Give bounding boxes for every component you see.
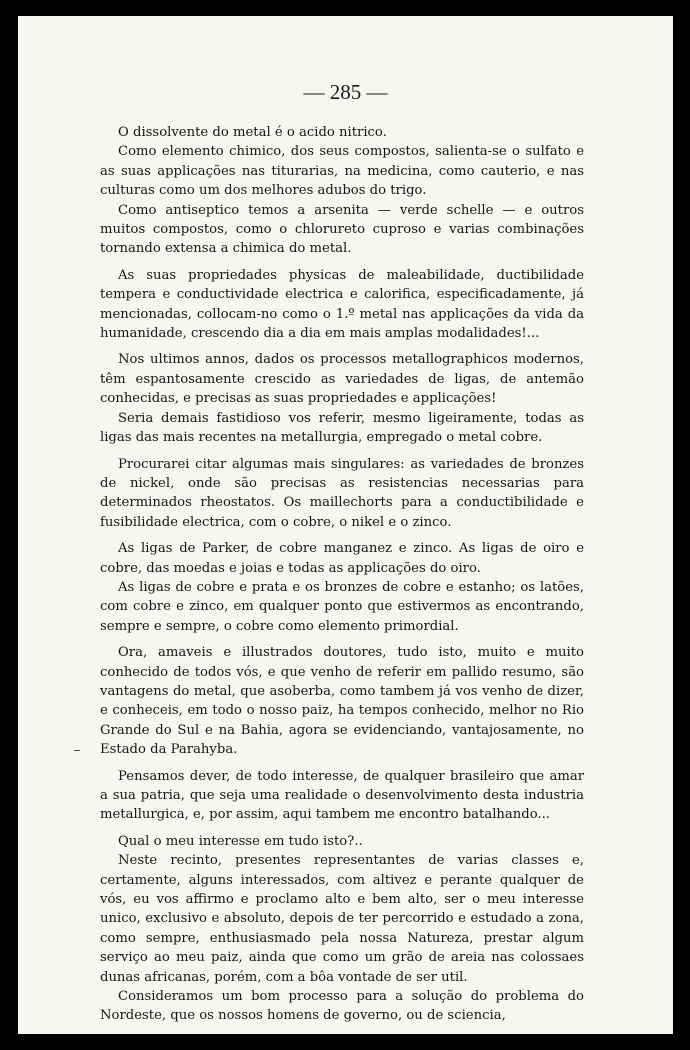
paragraph: Como antiseptico temos a arsenita — verde schelle — e outros muitos compostos, como o chlorureto cuproso e varias combinações tornando extensa a chimica do metal. [100,202,584,257]
paragraph: Seria demais fastidioso vos referir, mesmo ligeiramente, todas as ligas das mais recentes na metallurgia, empregado o metal cobre. [100,410,584,446]
paragraph: Nos ultimos annos, dados os processos metallographicos modernos, têm espantosamente crescido as variedades de ligas, de antemão conhecidas, e precisas as suas propriedades e applicações! [100,352,584,407]
paragraph: As ligas de cobre e prata e os bronzes de cobre e estanho; os latões, com cobre e zinco, em qualquer ponto que estivermos as encontrando, sempre e sempre, o cobre como elemento primordial. [100,579,584,634]
paragraph: As ligas de Parker, de cobre manganez e zinco. As ligas de oiro e cobre, das moedas e joias e todas as applicações do oiro. [100,541,584,576]
paragraph: As suas propriedades physicas de maleabilidade, ductibilidade tempera e conductividade electrica e calorifica, especificadamente, já mencionadas, collocam-no como o 1.º metal nas applicações da vida da humanidade, crescendo dia a dia em mais amplas modalidades!... [100,267,584,342]
margin-mark [74,750,80,751]
paragraph: Ora, amaveis e illustrados doutores, tudo isto, muito e muito conhecido de todos vós, e que venho de referir em pallido resumo, são vantagens do metal, que asoberba, como tambem já vos venho de dizer, e conheceis, em todo o nosso paiz, ha tempos conhecido, melhor no Rio Grande do Sul e na Bahia, agora se evidenciando, vantajosamente, no Estado da Parahyba. [100,645,584,758]
paragraph: Como elemento chimico, dos seus compostos, salienta-se o sulfato e as suas applicações nas titurarias, na medicina, como cauterio, e nas culturas como um dos melhores adubos do trigo. [100,144,584,199]
paragraph: Neste recinto, presentes representantes de varias classes e, certamente, alguns interessados, com altivez e perante qualquer de vós, eu vos affirmo e proclamo alto e bem alto, ser o meu interesse unico, exclusivo e absoluto, depois de ter percorrido e estudado a zona, como sempre, enthusiasmado pela nossa Natureza, prestar algum serviço ao meu paiz, ainda que como um grão de areia nas colossaes dunas africanas, porém, com a bôa vontade de ser util. [100,853,584,985]
paragraph: Pensamos dever, de todo interesse, de qualquer brasileiro que amar a sua patria, que seja uma realidade o desenvolvimento desta industria metallurgica, e, por assim, aqui tambem me encontro batalhando... [100,768,584,823]
page-number: — 285 — [303,80,388,104]
paragraph: Qual o meu interesse em tudo isto?.. [118,833,363,849]
body-text [100,123,584,1026]
paragraph: Consideramos um bom processo para a solução do problema do Nordeste, que os nossos homens de governo, ou de sciencia, [100,989,584,1024]
book-page [18,16,673,1034]
paragraph: Procurarei citar algumas mais singulares: as variedades de bronzes de nickel, onde são precisas as resistencias necessarias para determinados rheostatos. Os maillechorts para a conductibilidade e fusibilidade electrica, com o cobre, o nikel e o zinco. [100,456,584,530]
paragraph: O dissolvente do metal é o acido nitrico. [118,125,387,140]
